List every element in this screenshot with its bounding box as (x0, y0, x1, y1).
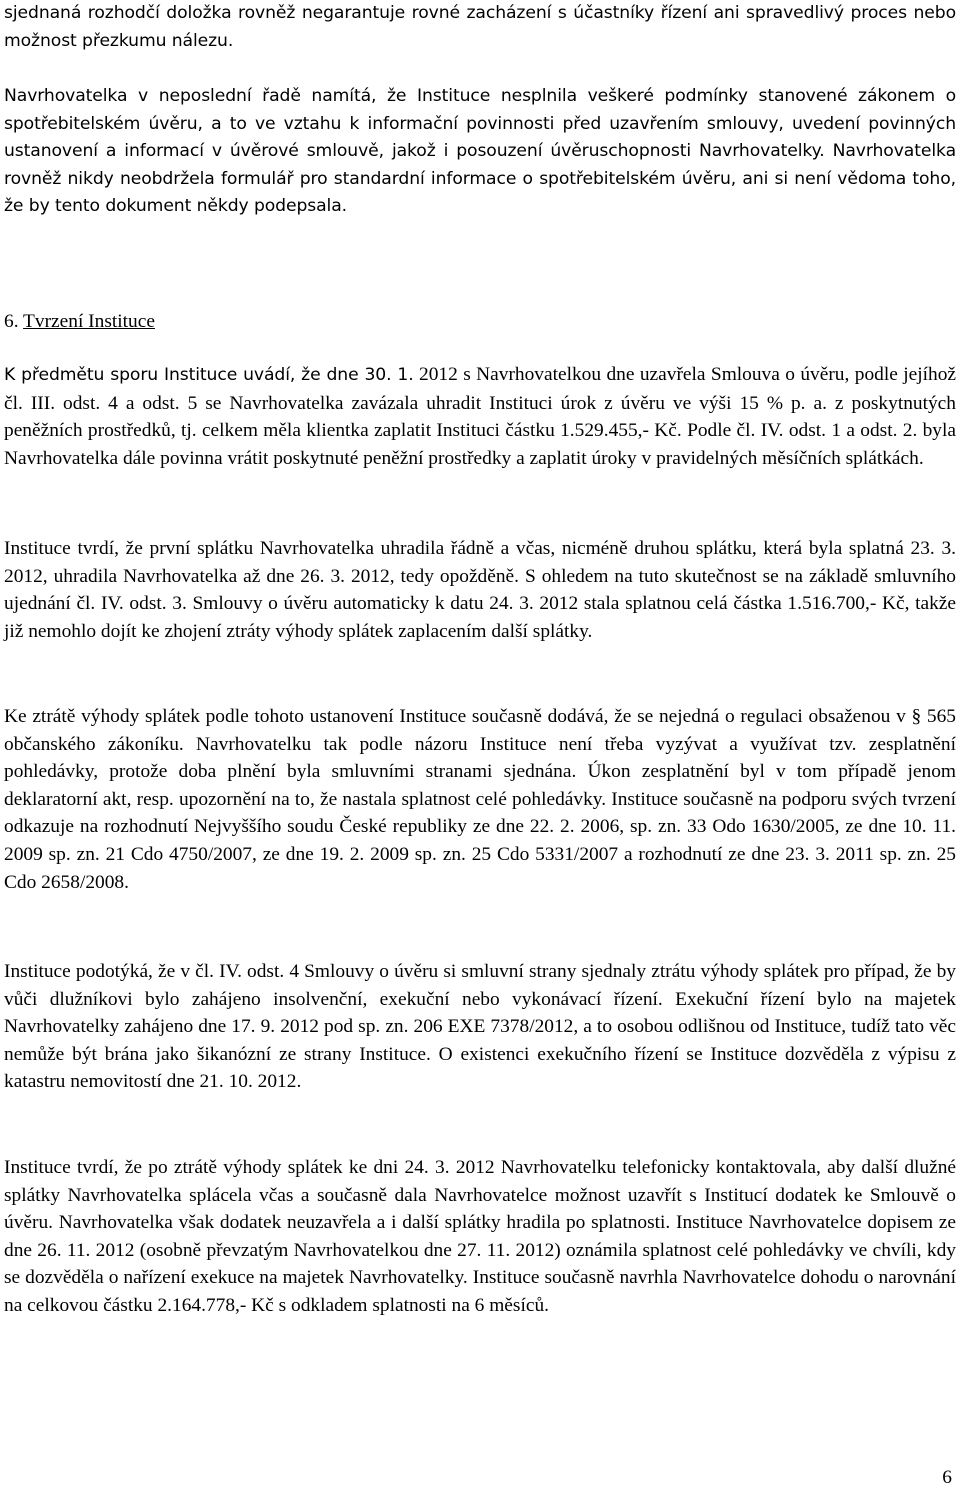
paragraph-subject-sans-part: K předmětu sporu Instituce uvádí, že dne 30. 1. (4, 365, 414, 385)
section-title: Tvrzení Instituce (23, 311, 155, 332)
paragraph-loss-of-installments: Ke ztrátě výhody splátek podle tohoto ustanovení Instituce současně dodává, že se nejedná o regulaci obsaženou v § 565 občanského zákoníku. Navrhovatelku tak podle názoru Instituce není třeba vyzývat a využívat tzv. zesplatnění pohledávky, protože doba plnění byla smluvními stranami sjednána. Úkon zesplatnění byl v tom případě jenom deklaratorní akt, resp. upozornění na to, že nastala splatnost celé pohledávky. Instituce současně na podporu svých tvrzení odkazuje na rozhodnutí Nejvyššího soudu České republiky ze dne 22. 2. 2006, sp. zn. 33 Odo 1630/2005, ze dne 10. 11. 2009 sp. zn. 21 Cdo 4750/2007, ze dne 19. 2. 2009 sp. zn. 25 Cdo 5331/2007 a rozhodnutí ze dne 23. 3. 2011 sp. zn. 25 Cdo 2658/2008. (4, 706, 956, 893)
paragraph-subject-serif-part: 2012 s Navrhovatelkou dne uzavřela Smlouva o úvěru, podle jejíhož čl. III. odst. 4 a odst. 5 se Navrhovatelka zavázala uhradit Instituci úrok z úvěru ve výši 15 % p. a. z poskytnutých peněžních prostředků, tj. celkem měla klientka zaplatit Instituci částku 1.529.455,- Kč. Podle čl. IV. odst. 1 a odst. 2. byla Navrhovatelka dále povinna vrátit poskytnuté peněžní prostředky a zaplatit úroky v pravidelných měsíčních splátkách. (4, 364, 956, 469)
paragraph-installment-delay: Instituce tvrdí, že první splátku Navrhovatelka uhradila řádně a včas, nicméně druhou splátku, která byla splatná 23. 3. 2012, uhradila Navrhovatelka až dne 26. 3. 2012, tedy opožděně. S ohledem na tuto skutečnost se na základě smluvního ujednání čl. IV. odst. 3. Smlouvy o úvěru automaticky k datu 24. 3. 2012 stala splatnou celá částka 1.516.700,- Kč, takže již nemohlo dojít ke zhojení ztráty výhody splátek zaplacením další splátky. (4, 538, 956, 642)
paragraph-execution-proceedings: Instituce podotýká, že v čl. IV. odst. 4 Smlouvy o úvěru si smluvní strany sjednaly ztrátu výhody splátek pro případ, že by vůči dlužníkovi bylo zahájeno insolvenční, exekuční nebo vykonávací řízení. Exekuční řízení bylo na majetek Navrhovatelky zahájeno dne 17. 9. 2012 pod sp. zn. 206 EXE 7378/2012, a to osobou odlišnou od Instituce, tudíž tato věc nemůže být brána jako šikanózní ze strany Instituce. O existenci exekučního řízení se Instituce dozvěděla z výpisu z katastru nemovitostí dne 21. 10. 2012. (4, 961, 956, 1093)
paragraph-arbitration-clause: sjednaná rozhodčí doložka rovněž negarantuje rovné zacházení s účastníky řízení ani spravedlivý proces nebo možnost přezkumu nálezu. (4, 3, 956, 51)
page-number: 6 (942, 1467, 952, 1488)
section-heading (4, 308, 155, 336)
paragraph-phone-contact: Instituce tvrdí, že po ztrátě výhody splátek ke dni 24. 3. 2012 Navrhovatelku telefonicky kontaktovala, aby další dlužné splátky Navrhovatelka splácela včas a současně dala Navrhovatelce možnost uzavřít s Institucí dodatek ke Smlouvě o úvěru. Navrhovatelka však dodatek neuzavřela a i další splátky hradila po splatnosti. Instituce Navrhovatelce dopisem ze dne 26. 11. 2012 (osobně převzatým Navrhovatelkou dne 27. 11. 2012) oznámila splatnost celé pohledávky ve chvíli, kdy se dozvěděla o nařízení exekuce na majetek Navrhovatelky. Instituce současně navrhla Navrhovatelce dohodu o narovnání na celkovou částku 2.164.778,- Kč s odkladem splatnosti na 6 měsíců. (4, 1157, 956, 1316)
paragraph-consumer-credit-claims: Navrhovatelka v neposlední řadě namítá, že Instituce nesplnila veškeré podmínky stanovené zákonem o spotřebitelském úvěru, a to ve vztahu k informační povinnosti před uzavřením smlouvy, uvedení povinných ustanovení a informací v úvěrové smlouvě, jakož i posouzení úvěruschopnosti Navrhovatelky. Navrhovatelka rovněž nikdy neobdržela formulář pro standardní informace o spotřebitelském úvěru, ani si není vědoma toho, že by tento dokument někdy podepsala. (4, 86, 956, 217)
section-number: 6. (4, 311, 19, 332)
paragraph-subject-of-dispute (4, 361, 956, 472)
